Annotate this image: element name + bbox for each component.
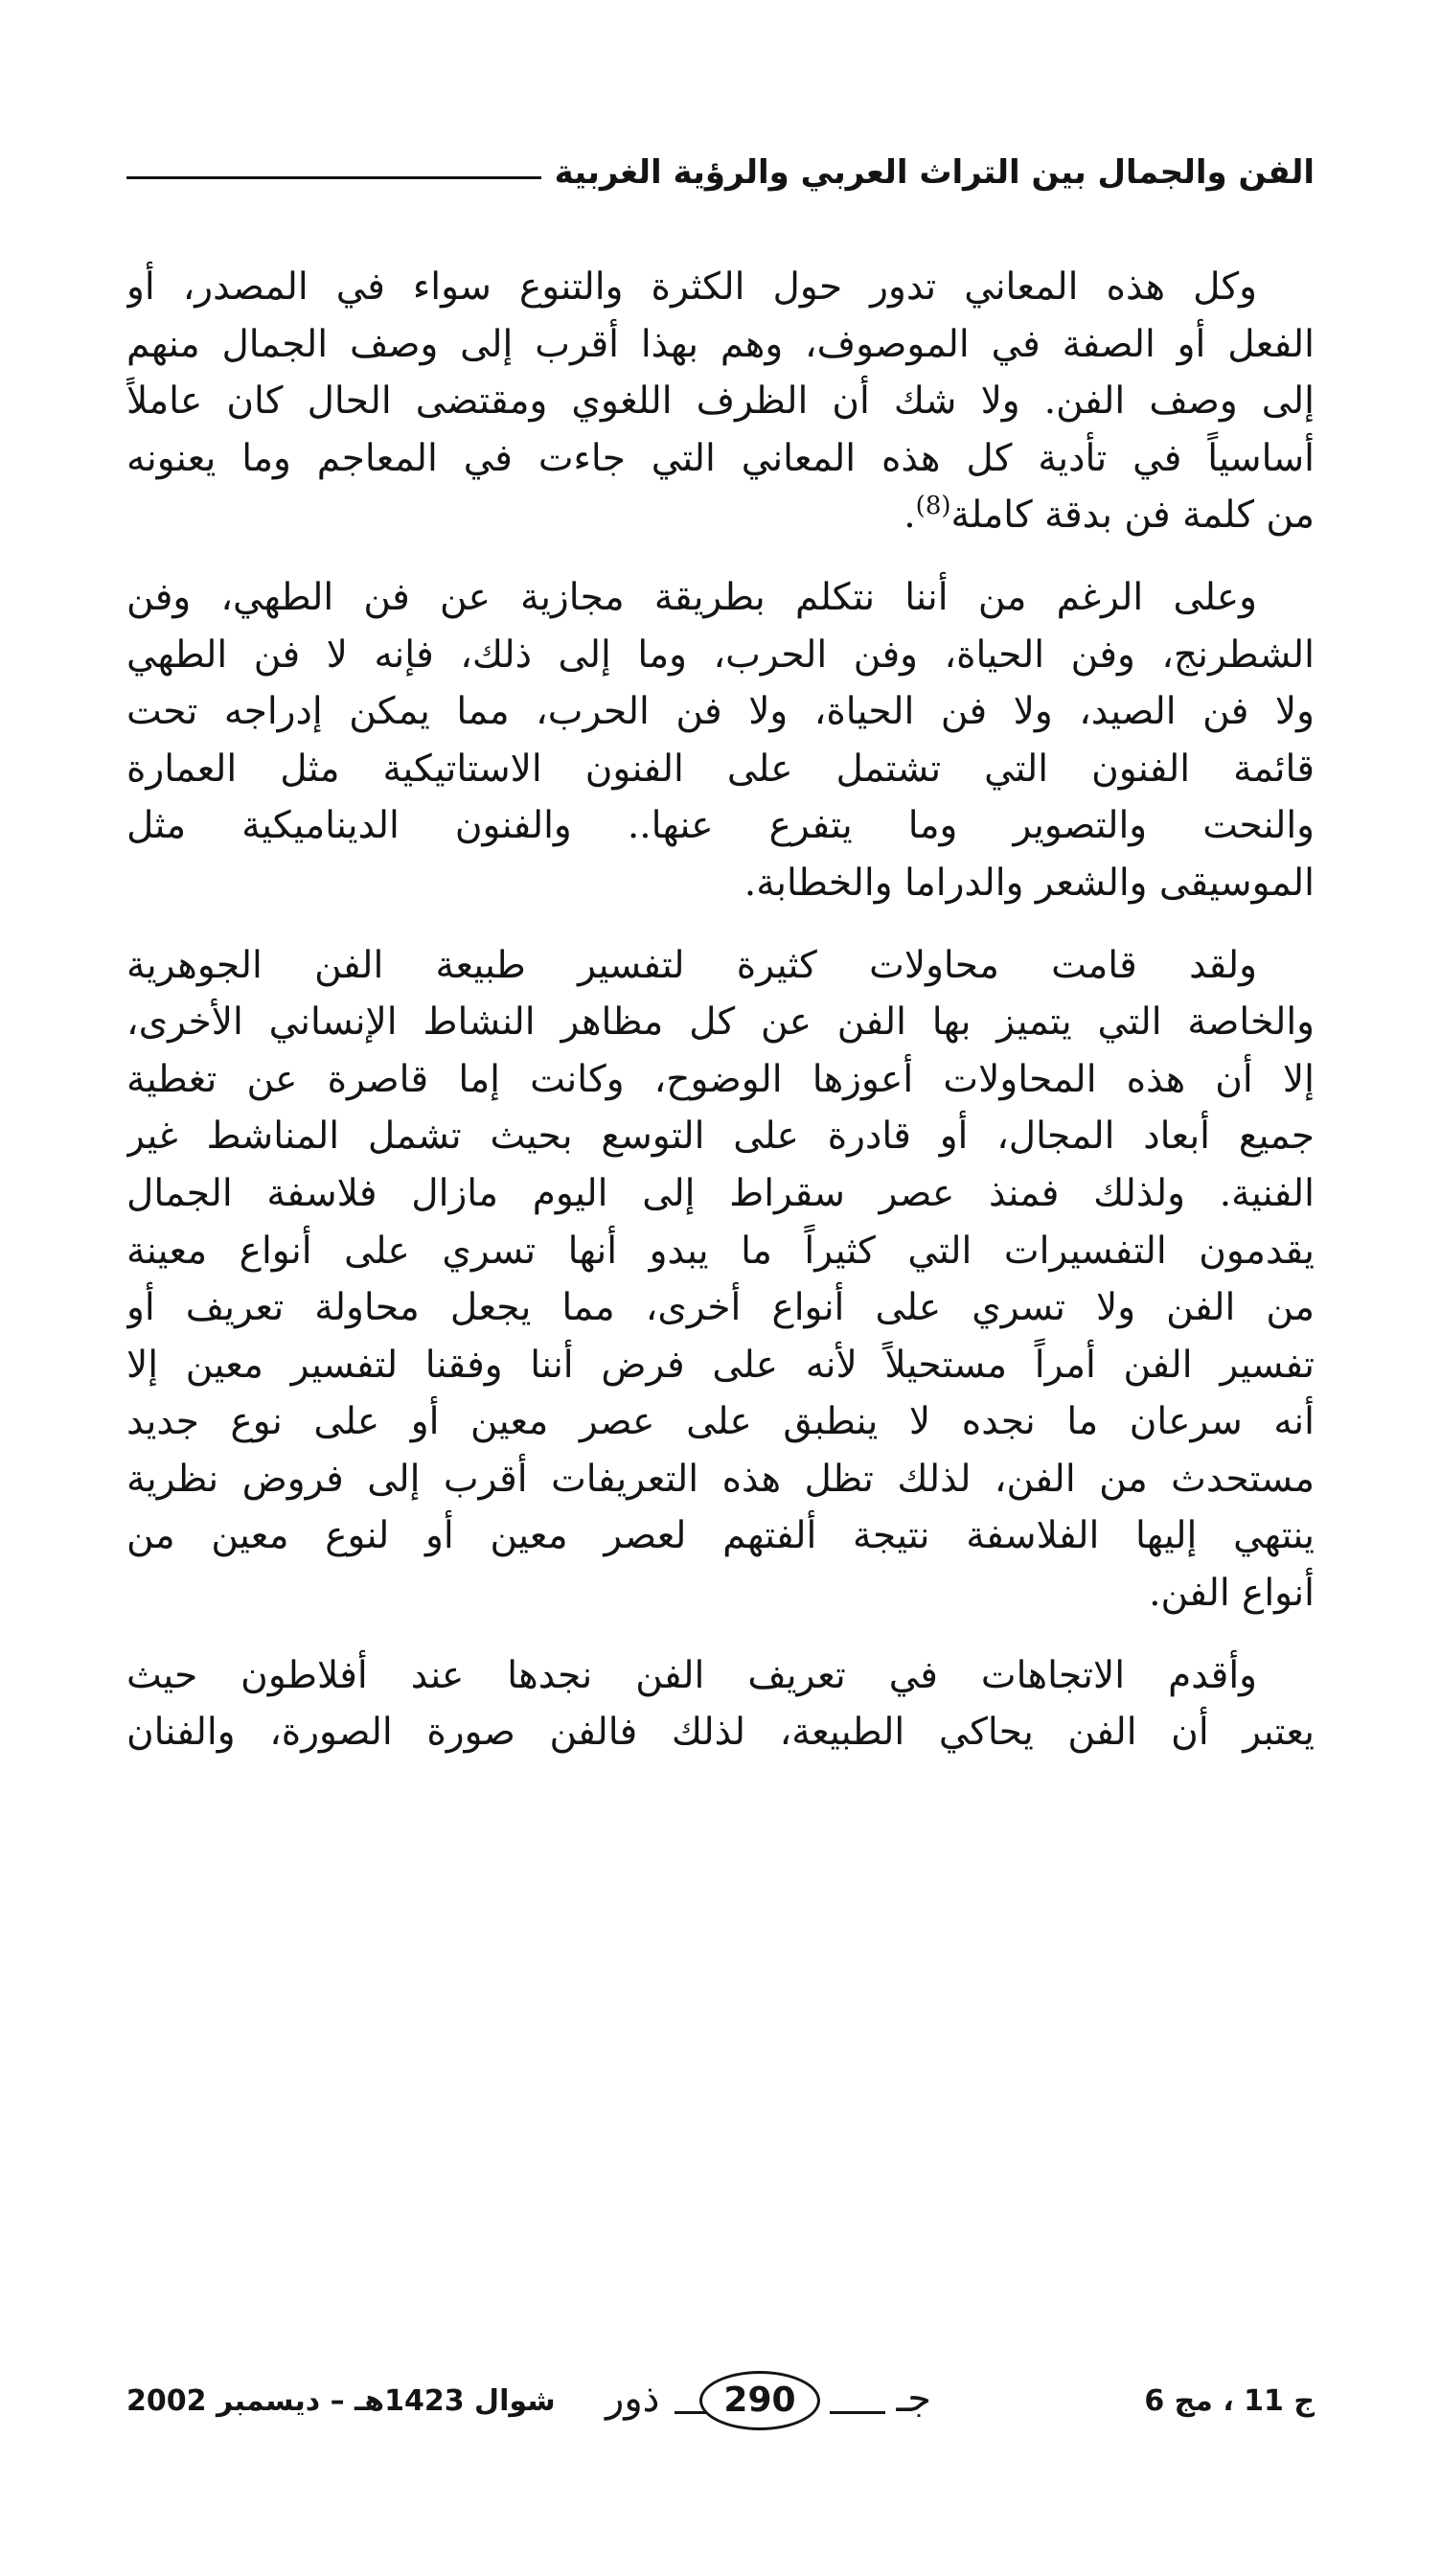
issue-date: شوال 1423هـ – ديسمبر 2002 <box>126 2384 556 2418</box>
text-line: إلى وصف الفن. ولا شك أن الظرف اللغوي ومقتضى الحال كان عاملاً <box>126 380 1315 424</box>
text-line: أنه سرعان ما نجده لا ينطبق على عصر معين أو على نوع جديد <box>126 1400 1315 1444</box>
text-line: يقدمون التفسيرات التي كثيراً ما يبدو أنها تسري على أنواع معينة <box>126 1229 1315 1273</box>
text-line-content: من كلمة فن بدقة كاملة <box>950 494 1315 538</box>
text-line: والخاصة التي يتميز بها الفن عن كل مظاهر النشاط الإنساني الأخرى، <box>126 1000 1315 1045</box>
text-line: ولا فن الصيد، ولا فن الحياة، ولا فن الحرب، مما يمكن إدراجه تحت <box>126 690 1315 734</box>
text-line: الفعل أو الصفة في الموصوف، وهم بهذا أقرب إلى وصف الجمال منهم <box>126 322 1315 366</box>
text-line: أساسياً في تأدية كل هذه المعاني التي جاءت في المعاجم وما يعنونه <box>126 436 1315 480</box>
text-line: ينتهي إليها الفلاسفة نتيجة ألفتهم لعصر معين أو لنوع معين من <box>126 1514 1315 1558</box>
text-line: تفسير الفن أمراً مستحيلاً لأنه على فرض أننا وفقنا لتفسير معين إلا <box>126 1343 1315 1387</box>
text-line: من الفن ولا تسري على أنواع أخرى، مما يجعل محاولة تعريف أو <box>126 1286 1315 1330</box>
journal-name-start: جـ <box>896 2377 931 2421</box>
text-line: أنواع الفن. <box>1149 1572 1315 1616</box>
issue-volume: ج 11 ، مج 6 <box>1144 2384 1315 2418</box>
text-line: والنحت والتصوير وما يتفرع عنها.. والفنون الديناميكية مثل <box>126 804 1315 848</box>
paragraph-4 <box>126 1647 1315 1761</box>
sentence-end: . <box>903 494 916 538</box>
text-line: ولقد قامت محاولات كثيرة لتفسير طبيعة الفن الجوهرية <box>126 943 1257 987</box>
text-line: إلا أن هذه المحاولات أعوزها الوضوح، وكانت إما قاصرة عن تغطية <box>126 1057 1315 1101</box>
text-line: الفنية. ولذلك فمنذ عصر سقراط إلى اليوم مازال فلاسفة الجمال <box>126 1171 1315 1215</box>
text-line: مستحدث من الفن، لذلك تظل هذه التعريفات أقرب إلى فروض نظرية <box>126 1457 1315 1501</box>
text-line-with-footnote <box>126 487 1315 544</box>
masthead-rule <box>675 2411 707 2414</box>
header-rule <box>126 176 541 179</box>
paragraph-1 <box>126 259 1315 544</box>
text-line: وأقدم الاتجاهات في تعريف الفن نجدها عند أفلاطون حيث <box>126 1653 1257 1697</box>
page-footer <box>126 2367 1315 2444</box>
text-line: وكل هذه المعاني تدور حول الكثرة والتنوع سواء في المصدر، أو <box>126 265 1257 309</box>
body-text <box>126 259 1315 1786</box>
journal-name-end: ذور <box>606 2377 660 2421</box>
footnote-reference[interactable]: (8) <box>915 492 951 521</box>
text-line: جميع أبعاد المجال، أو قادرة على التوسع بحيث تشمل المناشط غير <box>126 1115 1315 1159</box>
page-number: 290 <box>699 2371 820 2430</box>
text-line: الشطرنج، وفن الحياة، وفن الحرب، وما إلى ذلك، فإنه لا فن الطهي <box>126 632 1315 677</box>
text-line: يعتبر أن الفن يحاكي الطبيعة، لذلك فالفن صورة الصورة، والفنان <box>126 1711 1315 1755</box>
text-line: قائمة الفنون التي تشتمل على الفنون الاستاتيكية مثل العمارة <box>126 747 1315 791</box>
text-line: وعلى الرغم من أننا نتكلم بطريقة مجازية عن فن الطهي، وفن <box>126 575 1257 619</box>
running-header <box>126 144 1315 201</box>
text-line: الموسيقى والشعر والدراما والخطابة. <box>743 861 1315 905</box>
running-header-title: الفن والجمال بين التراث العربي والرؤية الغربية <box>554 153 1315 192</box>
paragraph-3 <box>126 937 1315 1622</box>
masthead-rule <box>830 2411 885 2414</box>
journal-masthead <box>606 2373 931 2430</box>
paragraph-2 <box>126 569 1315 912</box>
